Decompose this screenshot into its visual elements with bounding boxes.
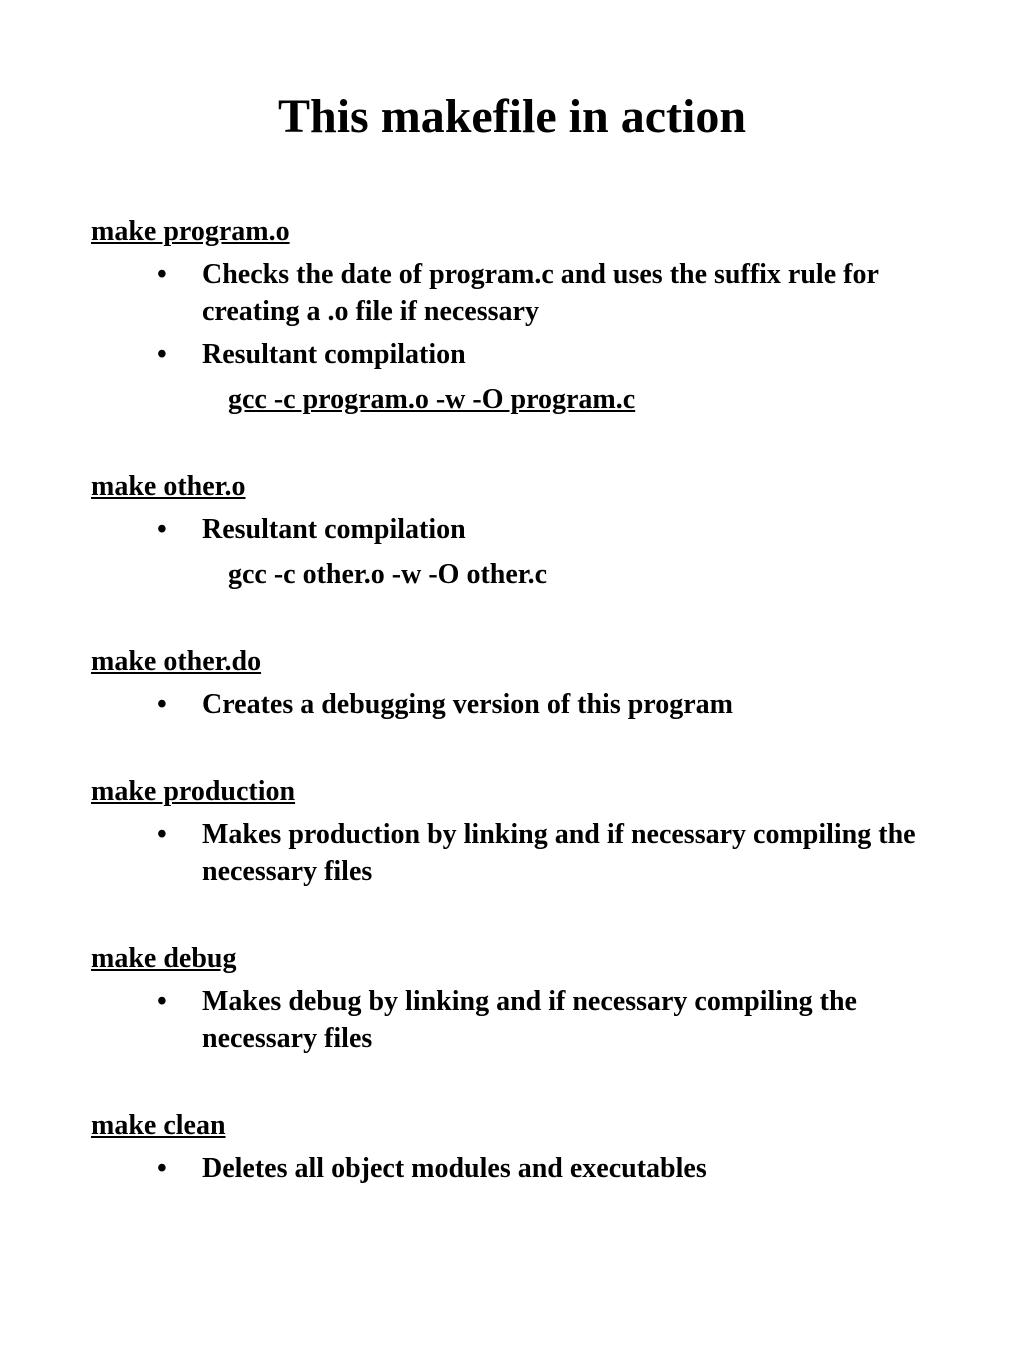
bullet-list — [91, 1150, 951, 1187]
bullet-icon: • — [157, 339, 167, 370]
section-make-production — [91, 773, 951, 890]
bullet-item — [91, 983, 951, 1057]
section-heading: make other.o — [91, 471, 246, 502]
content — [91, 213, 951, 1187]
bullet-item — [91, 1150, 951, 1187]
command-text: gcc -c program.o -w -O program.c — [228, 384, 636, 415]
section-make-program-o — [91, 213, 951, 418]
spacer — [91, 890, 951, 940]
spacer — [91, 1057, 951, 1107]
bullet-icon: • — [157, 689, 167, 720]
section-heading: make production — [91, 776, 296, 807]
bullet-item — [91, 816, 951, 890]
bullet-item — [91, 511, 951, 548]
bullet-text: Deletes all object modules and executables — [202, 1153, 707, 1184]
command-text: gcc -c other.o -w -O other.c — [228, 559, 548, 590]
section-heading: make other.do — [91, 646, 262, 677]
bullet-icon: • — [157, 1153, 167, 1184]
spacer — [91, 418, 951, 468]
bullet-text: Makes production by linking and if necessary compiling the necessary files — [202, 819, 916, 887]
bullet-list — [91, 816, 951, 890]
bullet-text: Resultant compilation — [202, 339, 466, 370]
bullet-icon: • — [157, 819, 167, 850]
bullet-list — [91, 256, 951, 373]
page-title: This makefile in action — [277, 90, 747, 143]
bullet-item — [91, 686, 951, 723]
spacer — [91, 723, 951, 773]
bullet-icon: • — [157, 259, 167, 290]
bullet-list — [91, 511, 951, 548]
section-heading: make clean — [91, 1110, 226, 1141]
section-make-clean — [91, 1107, 951, 1187]
bullet-text: Makes debug by linking and if necessary compiling the necessary files — [202, 986, 857, 1054]
section-make-debug — [91, 940, 951, 1057]
bullet-icon: • — [157, 514, 167, 545]
bullet-list — [91, 983, 951, 1057]
bullet-item — [91, 256, 951, 330]
spacer — [91, 593, 951, 643]
section-heading: make debug — [91, 943, 237, 974]
bullet-item — [91, 336, 951, 373]
bullet-text: Creates a debugging version of this program — [202, 689, 733, 720]
section-make-other-o — [91, 468, 951, 593]
section-heading: make program.o — [91, 216, 290, 247]
bullet-list — [91, 686, 951, 723]
section-make-other-do — [91, 643, 951, 723]
bullet-icon: • — [157, 986, 167, 1017]
bullet-text: Resultant compilation — [202, 514, 466, 545]
bullet-text: Checks the date of program.c and uses the suffix rule for creating a .o file if necessary — [202, 259, 879, 327]
